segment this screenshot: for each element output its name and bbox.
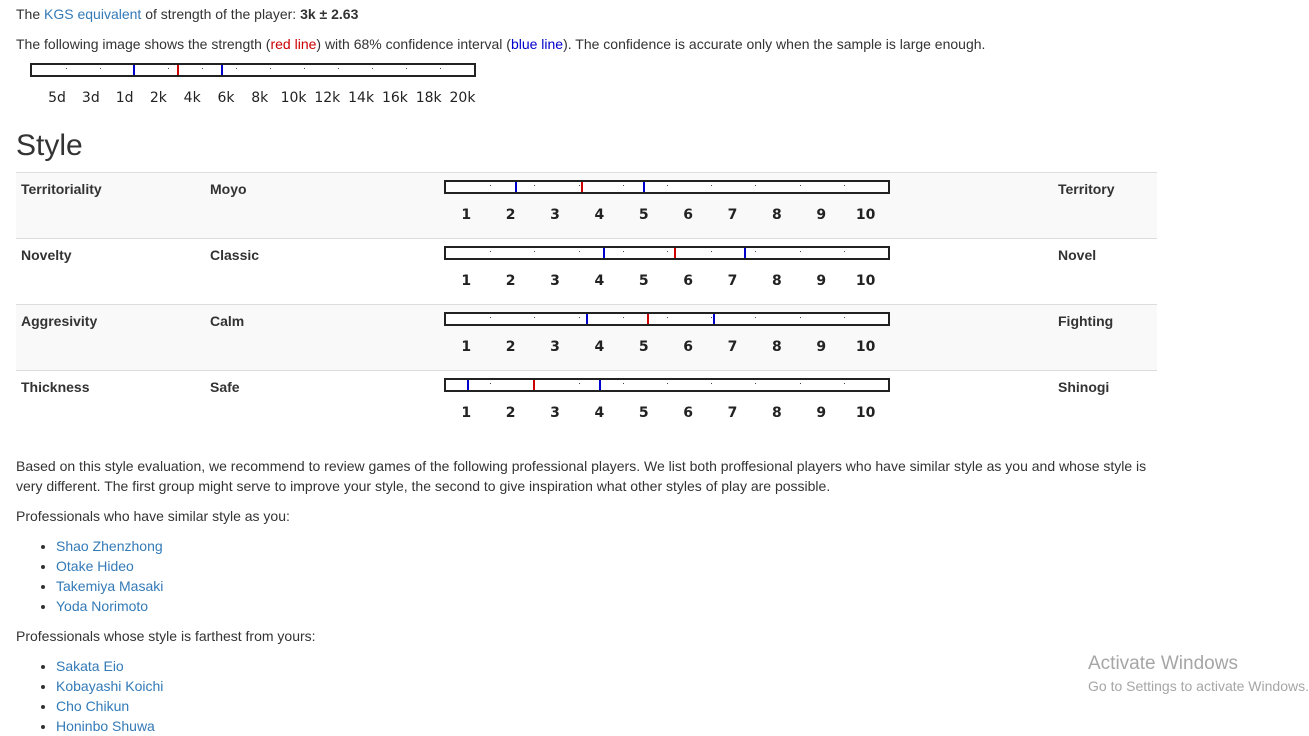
strength-tick-label: 1d: [115, 90, 134, 106]
style-tick-label: 9: [816, 207, 827, 223]
style-tick-label: 5: [638, 273, 649, 289]
style-high-label: Shinogi: [1058, 379, 1110, 395]
scale-tick: [844, 251, 845, 252]
scale-tick: [623, 185, 624, 186]
style-tick-label: 3: [550, 207, 560, 223]
style-lower-bound-mark: [603, 248, 605, 258]
scale-tick: [440, 68, 441, 69]
scale-tick: [168, 68, 169, 69]
style-tick-label: 5: [638, 207, 649, 223]
scale-tick: [667, 317, 668, 318]
style-tick-label: 1: [461, 339, 472, 355]
style-tick-label: 10: [855, 339, 876, 355]
professional-link[interactable]: Kobayashi Koichi: [56, 678, 164, 694]
scale-tick: [534, 317, 535, 318]
scale-tick: [844, 185, 845, 186]
strength-tick-label: 20k: [449, 90, 476, 106]
style-row: [16, 173, 1157, 239]
style-tick-label: 4: [594, 273, 605, 289]
style-tick-label: 10: [855, 405, 876, 421]
scale-tick: [711, 251, 712, 252]
strength-tick-label: 16k: [381, 90, 408, 106]
strength-tick-label: 18k: [415, 90, 442, 106]
strength-value-mark: [177, 65, 179, 75]
scale-tick: [490, 185, 491, 186]
scale-tick: [490, 251, 491, 252]
scale-tick: [236, 68, 237, 69]
style-tick-label: 2: [505, 405, 516, 421]
style-lower-bound-mark: [586, 314, 588, 324]
style-dimension-name: Thickness: [21, 379, 90, 395]
similar-professional-item: [56, 556, 163, 576]
style-tick-label: 4: [594, 207, 605, 223]
style-tick-label: 6: [683, 207, 693, 223]
professional-link[interactable]: Honinbo Shuwa: [56, 718, 155, 734]
scale-tick: [844, 317, 845, 318]
style-value-mark: [674, 248, 676, 258]
strength-tick-label: 5d: [48, 90, 66, 106]
kgs-equivalent-line: [16, 4, 358, 24]
scale-tick: [800, 317, 801, 318]
style-upper-bound-mark: [599, 380, 601, 390]
different-professional-item: [56, 696, 163, 716]
style-scale-labels: [444, 273, 890, 293]
style-tick-label: 5: [638, 339, 649, 355]
blue-line-label: blue line: [510, 36, 564, 52]
scale-tick: [800, 383, 801, 384]
strength-description: [16, 34, 985, 54]
kgs-strength-value: 3k ± 2.63: [300, 6, 359, 22]
style-tick-label: 3: [550, 273, 560, 289]
scale-tick: [406, 68, 407, 69]
strength-tick-label: 3d: [81, 90, 100, 106]
style-tick-label: 1: [461, 405, 472, 421]
style-value-mark: [647, 314, 649, 324]
style-low-label: Classic: [210, 247, 260, 263]
scale-tick: [534, 251, 535, 252]
strength-scale-bar: [30, 63, 476, 77]
scale-tick: [667, 251, 668, 252]
style-scale-labels: [444, 405, 890, 425]
style-scale-cell: [444, 371, 1053, 437]
style-tick-label: 8: [771, 405, 782, 421]
style-scale-cell: [444, 239, 1053, 305]
scale-tick: [579, 383, 580, 384]
style-scale-labels: [444, 207, 890, 227]
style-row: [16, 239, 1157, 305]
scale-tick: [711, 317, 712, 318]
style-tick-label: 4: [594, 339, 605, 355]
strength-tick-label: 6k: [217, 90, 235, 106]
scale-tick: [579, 251, 580, 252]
style-tick-label: 2: [505, 207, 516, 223]
similar-heading: Professionals who have similar style as you:: [16, 508, 290, 524]
scale-tick: [667, 383, 668, 384]
style-tick-label: 6: [683, 273, 693, 289]
strength-tick-label: 10k: [280, 90, 307, 106]
strength-lower-bound-mark: [133, 65, 135, 75]
scale-tick: [579, 317, 580, 318]
strength-tick-label: 12k: [314, 90, 341, 106]
style-upper-bound-mark: [744, 248, 746, 258]
scale-tick: [755, 317, 756, 318]
scale-tick: [800, 251, 801, 252]
style-high-label: Fighting: [1058, 313, 1114, 329]
style-tick-label: 7: [727, 207, 738, 223]
style-lower-bound-mark: [515, 182, 517, 192]
scale-tick: [755, 383, 756, 384]
different-professional-item: [56, 716, 163, 736]
scale-tick: [579, 185, 580, 186]
desc-part-1: The following image shows the strength (: [16, 36, 271, 52]
strength-tick-label: 8k: [251, 90, 269, 106]
professional-link[interactable]: Takemiya Masaki: [56, 578, 164, 594]
scale-tick: [202, 68, 203, 69]
style-scale-bar: [444, 180, 890, 194]
style-heading: Style: [16, 129, 83, 162]
scale-tick: [711, 383, 712, 384]
style-scale-bar: [444, 246, 890, 260]
professional-link[interactable]: Cho Chikun: [56, 698, 130, 714]
style-tick-label: 4: [594, 405, 605, 421]
scale-tick: [490, 383, 491, 384]
similar-professional-item: [56, 576, 163, 596]
activate-windows-watermark: [1088, 652, 1309, 696]
style-tick-label: 9: [816, 405, 827, 421]
recommendation-text: Based on this style evaluation, we recommend to review games of the following professional players. We list both proffesional players who have similar style as you and whose style is very different. The first group might serve to improve your style, the second to give inspiration what other styles of play are possible.: [16, 458, 1147, 494]
style-value-mark: [533, 380, 535, 390]
style-scale-bar: [444, 312, 890, 326]
style-tick-label: 10: [855, 273, 876, 289]
style-tick-label: 1: [461, 273, 472, 289]
scale-tick: [534, 185, 535, 186]
style-low-label: Calm: [210, 313, 245, 329]
professional-link[interactable]: Yoda Norimoto: [56, 598, 149, 614]
scale-tick: [623, 317, 624, 318]
scale-tick: [623, 383, 624, 384]
style-tick-label: 5: [638, 405, 649, 421]
style-tick-label: 8: [771, 273, 782, 289]
different-professionals-list: [16, 656, 163, 736]
strength-upper-bound-mark: [221, 65, 223, 75]
style-row: [16, 371, 1157, 437]
style-value-mark: [581, 182, 583, 192]
style-scale-bar: [444, 378, 890, 392]
kgs-equivalent-link[interactable]: KGS equivalent: [44, 6, 142, 22]
similar-professional-item: [56, 596, 163, 616]
style-tick-label: 1: [461, 207, 472, 223]
style-upper-bound-mark: [643, 182, 645, 192]
style-tick-label: 9: [816, 339, 827, 355]
style-scale-labels: [444, 339, 890, 359]
scale-tick: [800, 185, 801, 186]
similar-professional-item: [56, 536, 163, 556]
scale-tick: [623, 251, 624, 252]
style-low-label: Moyo: [210, 181, 247, 197]
style-tick-label: 3: [550, 339, 560, 355]
style-tick-label: 6: [683, 405, 693, 421]
style-tick-label: 9: [816, 273, 827, 289]
style-low-label: Safe: [210, 379, 240, 395]
different-professional-item: [56, 676, 163, 696]
kgs-prefix: The: [16, 6, 45, 22]
desc-part-3: ). The confidence is accurate only when the sample is large enough.: [563, 36, 986, 52]
different-heading: Professionals whose style is farthest from yours:: [16, 628, 316, 644]
style-scale-cell: [444, 173, 1053, 239]
strength-scale-labels: [30, 90, 476, 110]
different-professional-item: [56, 656, 163, 676]
style-dimension-name: Territoriality: [21, 181, 102, 197]
professional-link[interactable]: Shao Zhenzhong: [56, 538, 163, 554]
scale-tick: [304, 68, 305, 69]
style-upper-bound-mark: [713, 314, 715, 324]
style-table: [16, 172, 1157, 437]
style-tick-label: 10: [855, 207, 876, 223]
style-tick-label: 7: [727, 339, 738, 355]
scale-tick: [667, 185, 668, 186]
scale-tick: [490, 317, 491, 318]
professional-link[interactable]: Otake Hideo: [56, 558, 134, 574]
style-tick-label: 7: [727, 273, 738, 289]
style-row: [16, 305, 1157, 371]
style-tick-label: 8: [771, 207, 782, 223]
scale-tick: [711, 185, 712, 186]
style-high-label: Territory: [1058, 181, 1115, 197]
scale-tick: [372, 68, 373, 69]
scale-tick: [270, 68, 271, 69]
style-tick-label: 6: [683, 339, 693, 355]
style-dimension-name: Aggresivity: [21, 313, 98, 329]
style-tick-label: 7: [727, 405, 738, 421]
scale-tick: [100, 68, 101, 69]
watermark-title: Activate Windows: [1088, 653, 1238, 674]
similar-professionals-list: [16, 536, 163, 616]
style-dimension-name: Novelty: [21, 247, 72, 263]
style-tick-label: 2: [505, 273, 516, 289]
style-tick-label: 8: [771, 339, 782, 355]
watermark-subtitle: Go to Settings to activate Windows.: [1088, 678, 1309, 694]
scale-tick: [755, 185, 756, 186]
style-tick-label: 3: [550, 405, 560, 421]
scale-tick: [338, 68, 339, 69]
style-lower-bound-mark: [467, 380, 469, 390]
style-high-label: Novel: [1058, 247, 1097, 263]
red-line-label: red line: [270, 36, 317, 52]
professional-link[interactable]: Sakata Eio: [56, 658, 124, 674]
style-tick-label: 2: [505, 339, 516, 355]
scale-tick: [66, 68, 67, 69]
scale-tick: [844, 383, 845, 384]
strength-tick-label: 2k: [149, 90, 167, 106]
strength-tick-label: 4k: [183, 90, 201, 106]
strength-tick-label: 14k: [348, 90, 375, 106]
desc-part-2: ) with 68% confidence interval (: [316, 36, 511, 52]
scale-tick: [755, 251, 756, 252]
kgs-middle-text: of strength of the player:: [141, 6, 301, 22]
style-scale-cell: [444, 305, 1053, 371]
